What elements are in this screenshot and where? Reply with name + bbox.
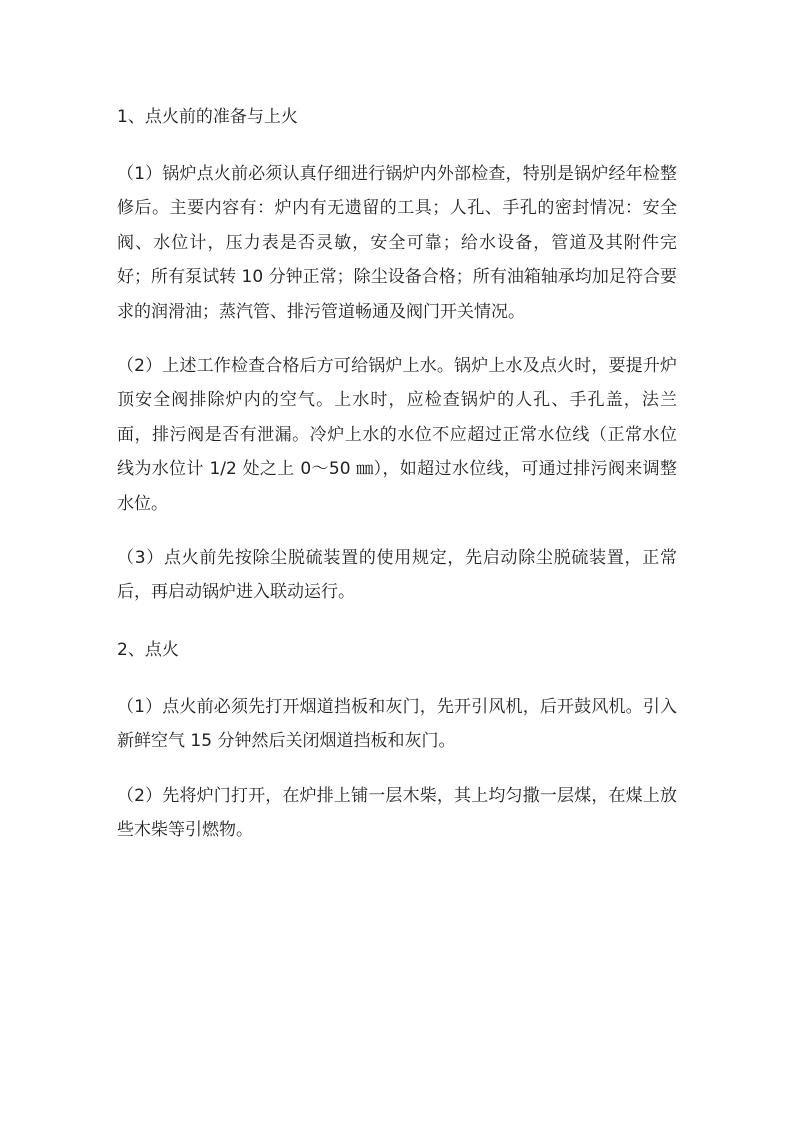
paragraph-dust-removal: （3）点火前先按除尘脱硫装置的使用规定，先启动除尘脱硫装置，正常后，再启动锅炉进入联动运行。 bbox=[117, 548, 677, 603]
section-heading-preparation: 1、点火前的准备与上火 bbox=[117, 107, 298, 127]
paragraph-inspection: （1）锅炉点火前必须认真仔细进行锅炉内外部检查，特别是锅炉经年检整修后。主要内容有：炉内有无遗留的工具；人孔、手孔的密封情况：安全阀、水位计，压力表是否灵敏，安全可靠；给水设备，管道及其附件完好；所有泵试转 10 分钟正常；除尘设备合格；所有油箱轴承均加足符合要求的润滑油；蒸汽管、排污管道畅通及阀门开关情况。 bbox=[117, 164, 677, 322]
paragraph-water-filling: （2）上述工作检查合格后方可给锅炉上水。锅炉上水及点火时，要提升炉顶安全阀排除炉内的空气。上水时，应检查锅炉的人孔、手孔盖，法兰面，排污阀是否有泄漏。冷炉上水的水位不应超过正常水位线（正常水位线为水位计 1/2 处之上 0～50 ㎜），如超过水位线，可通过排污阀来调整水位。 bbox=[117, 356, 677, 514]
document-page bbox=[117, 97, 677, 868]
section-heading-ignition: 2、点火 bbox=[117, 639, 179, 660]
paragraph-ventilation: （1）点火前必须先打开烟道挡板和灰门，先开引风机，后开鼓风机。引入新鲜空气 15 分钟然后关闭烟道挡板和灰门。 bbox=[117, 696, 677, 752]
paragraph-kindling: （2）先将炉门打开，在炉排上铺一层木柴，其上均匀撒一层煤，在煤上放些木柴等引燃物。 bbox=[117, 785, 677, 841]
